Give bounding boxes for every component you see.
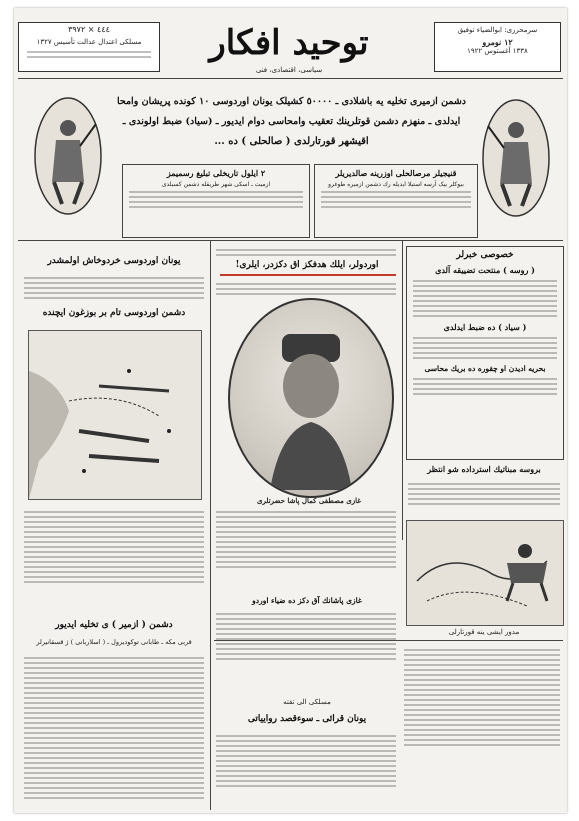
left-col-body-1 (24, 508, 204, 586)
top-box-right (314, 164, 478, 238)
portrait-caption: غازی مصطفی کمال پاشا حضرتلری (257, 496, 361, 505)
center-body-2 (216, 610, 396, 663)
right-col-subhead: ( روسه ) منتحت تضییقه آلدی (435, 265, 535, 275)
issue-number: ١٢ نومرو (482, 37, 513, 47)
masthead-subtitle: سیاسی، اقتصادی، فنی (255, 66, 323, 74)
center-body-3 (216, 732, 396, 790)
lower-body (404, 646, 560, 749)
newspaper-page (14, 8, 567, 813)
masthead-right-box (434, 22, 561, 72)
masthead-title: توحید افکار (209, 23, 369, 63)
top-box-right-title: قنیجیلر مرصالحلی اوزرینه صالدیریلر (335, 168, 457, 178)
masthead-left-box (18, 22, 160, 72)
right-col-body-2 (407, 337, 563, 359)
masthead-right-info: سرمحرری: ابوالضیاء توفیق (457, 26, 538, 34)
portrait-medallion (228, 298, 394, 498)
banner-line-3: اقیشهر قورتارلدی ( صالحلی ) ده ... (214, 136, 369, 147)
right-col-body-4 (408, 480, 560, 508)
lower-rule (214, 640, 563, 641)
masthead-rule (18, 78, 563, 79)
center-headline: اوردولر، ایلك هدفکز آق دکزدر، ایلری! (235, 260, 379, 270)
left-col-intro (24, 274, 204, 302)
issue-date: ١٣٣٨ آغستوس ١٩٢٢ (467, 47, 528, 55)
masthead-price: ٤٤٤ × ٣٩٧٢ (68, 25, 110, 34)
center-sub1: غازی پاشانك آق دکز ده ضیاء اوردو (252, 596, 362, 605)
right-col-sub2: ( سیاد ) ده ضبط ایدلدی (443, 322, 527, 332)
right-col-box (406, 246, 564, 460)
top-box-left (122, 164, 310, 238)
horseman-map (406, 520, 564, 626)
banner-line-2: ایدلدی ـ منهزم دشمن قوتلرینك تعقیب وامحاسی دوام ایدیور ـ (سیاد) ضبط اولوندی ـ (122, 116, 461, 127)
top-box-left-title: ٢ ایلول تاریخلی تبلیغ رسمیمز (166, 168, 266, 178)
top-box-right-body (315, 191, 477, 208)
section-rule (18, 240, 563, 241)
right-col-body-3 (407, 378, 563, 395)
right-col-body-1 (407, 280, 563, 317)
top-box-left-text: ازمیت ـ اسکی شهر طریقله دشمن کسیلدی (161, 181, 271, 188)
banner-line-1: دشمن ازمیری تخلیه یه باشلادی ـ ٥٠٠٠٠ کشیلک یونان اوردوسی ١٠ کونده پریشان وامحا (116, 96, 467, 107)
map-title: دشمن اوردوسی تام بر بوزغون ایچنده (42, 308, 186, 318)
right-col-caption: مدور ایشی ینه قورتارلی (448, 628, 520, 636)
subscription-table (19, 51, 159, 58)
left-col-sub1: دشمن ( ازمیر ) ی تخلیه ایدیور (55, 620, 173, 630)
top-box-right-text: بیوکلر بیک آرسه استیلا ایدیله رك دشمن ازمیره طوغرو (328, 181, 464, 188)
soldier-emblem-icon (32, 94, 104, 218)
front-map (28, 330, 202, 500)
center-sub2: یونان قرائی ـ سوءقصد رواییاتی (247, 714, 367, 724)
horseman-icon (540, 520, 541, 521)
center-lead (216, 280, 396, 298)
center-body-1 (216, 508, 396, 571)
center-sub3: مسلکی الی تفته (283, 698, 331, 706)
soldier-emblem-icon (480, 96, 552, 220)
column-divider-right (402, 240, 403, 540)
left-col-title: یونان اوردوسی خردوخاش اولمشدر (47, 256, 181, 266)
right-col-title: خصوصی خبرلر (456, 250, 514, 260)
center-intro (216, 246, 396, 259)
column-divider-left (210, 240, 211, 810)
headline-underline (220, 274, 396, 276)
top-box-left-body (123, 191, 309, 208)
right-col-sub3: بحریه ادیدن او چقوره ده بریك محاسی (424, 364, 546, 373)
portrait-figure-icon (230, 300, 392, 496)
left-col-sub2: قربی مکه ـ طابانی توکودیرول ـ ( اسلاربانی ) ژ قسقانیرلر (36, 638, 192, 646)
masthead-left-info: مسلکی اعتدال عدالت تأسیس ١٣٢٧ (36, 38, 142, 46)
right-col-sub4: بروسه مبناتیك استرداده شو انتظر (427, 464, 541, 474)
left-col-body-2 (24, 654, 204, 802)
